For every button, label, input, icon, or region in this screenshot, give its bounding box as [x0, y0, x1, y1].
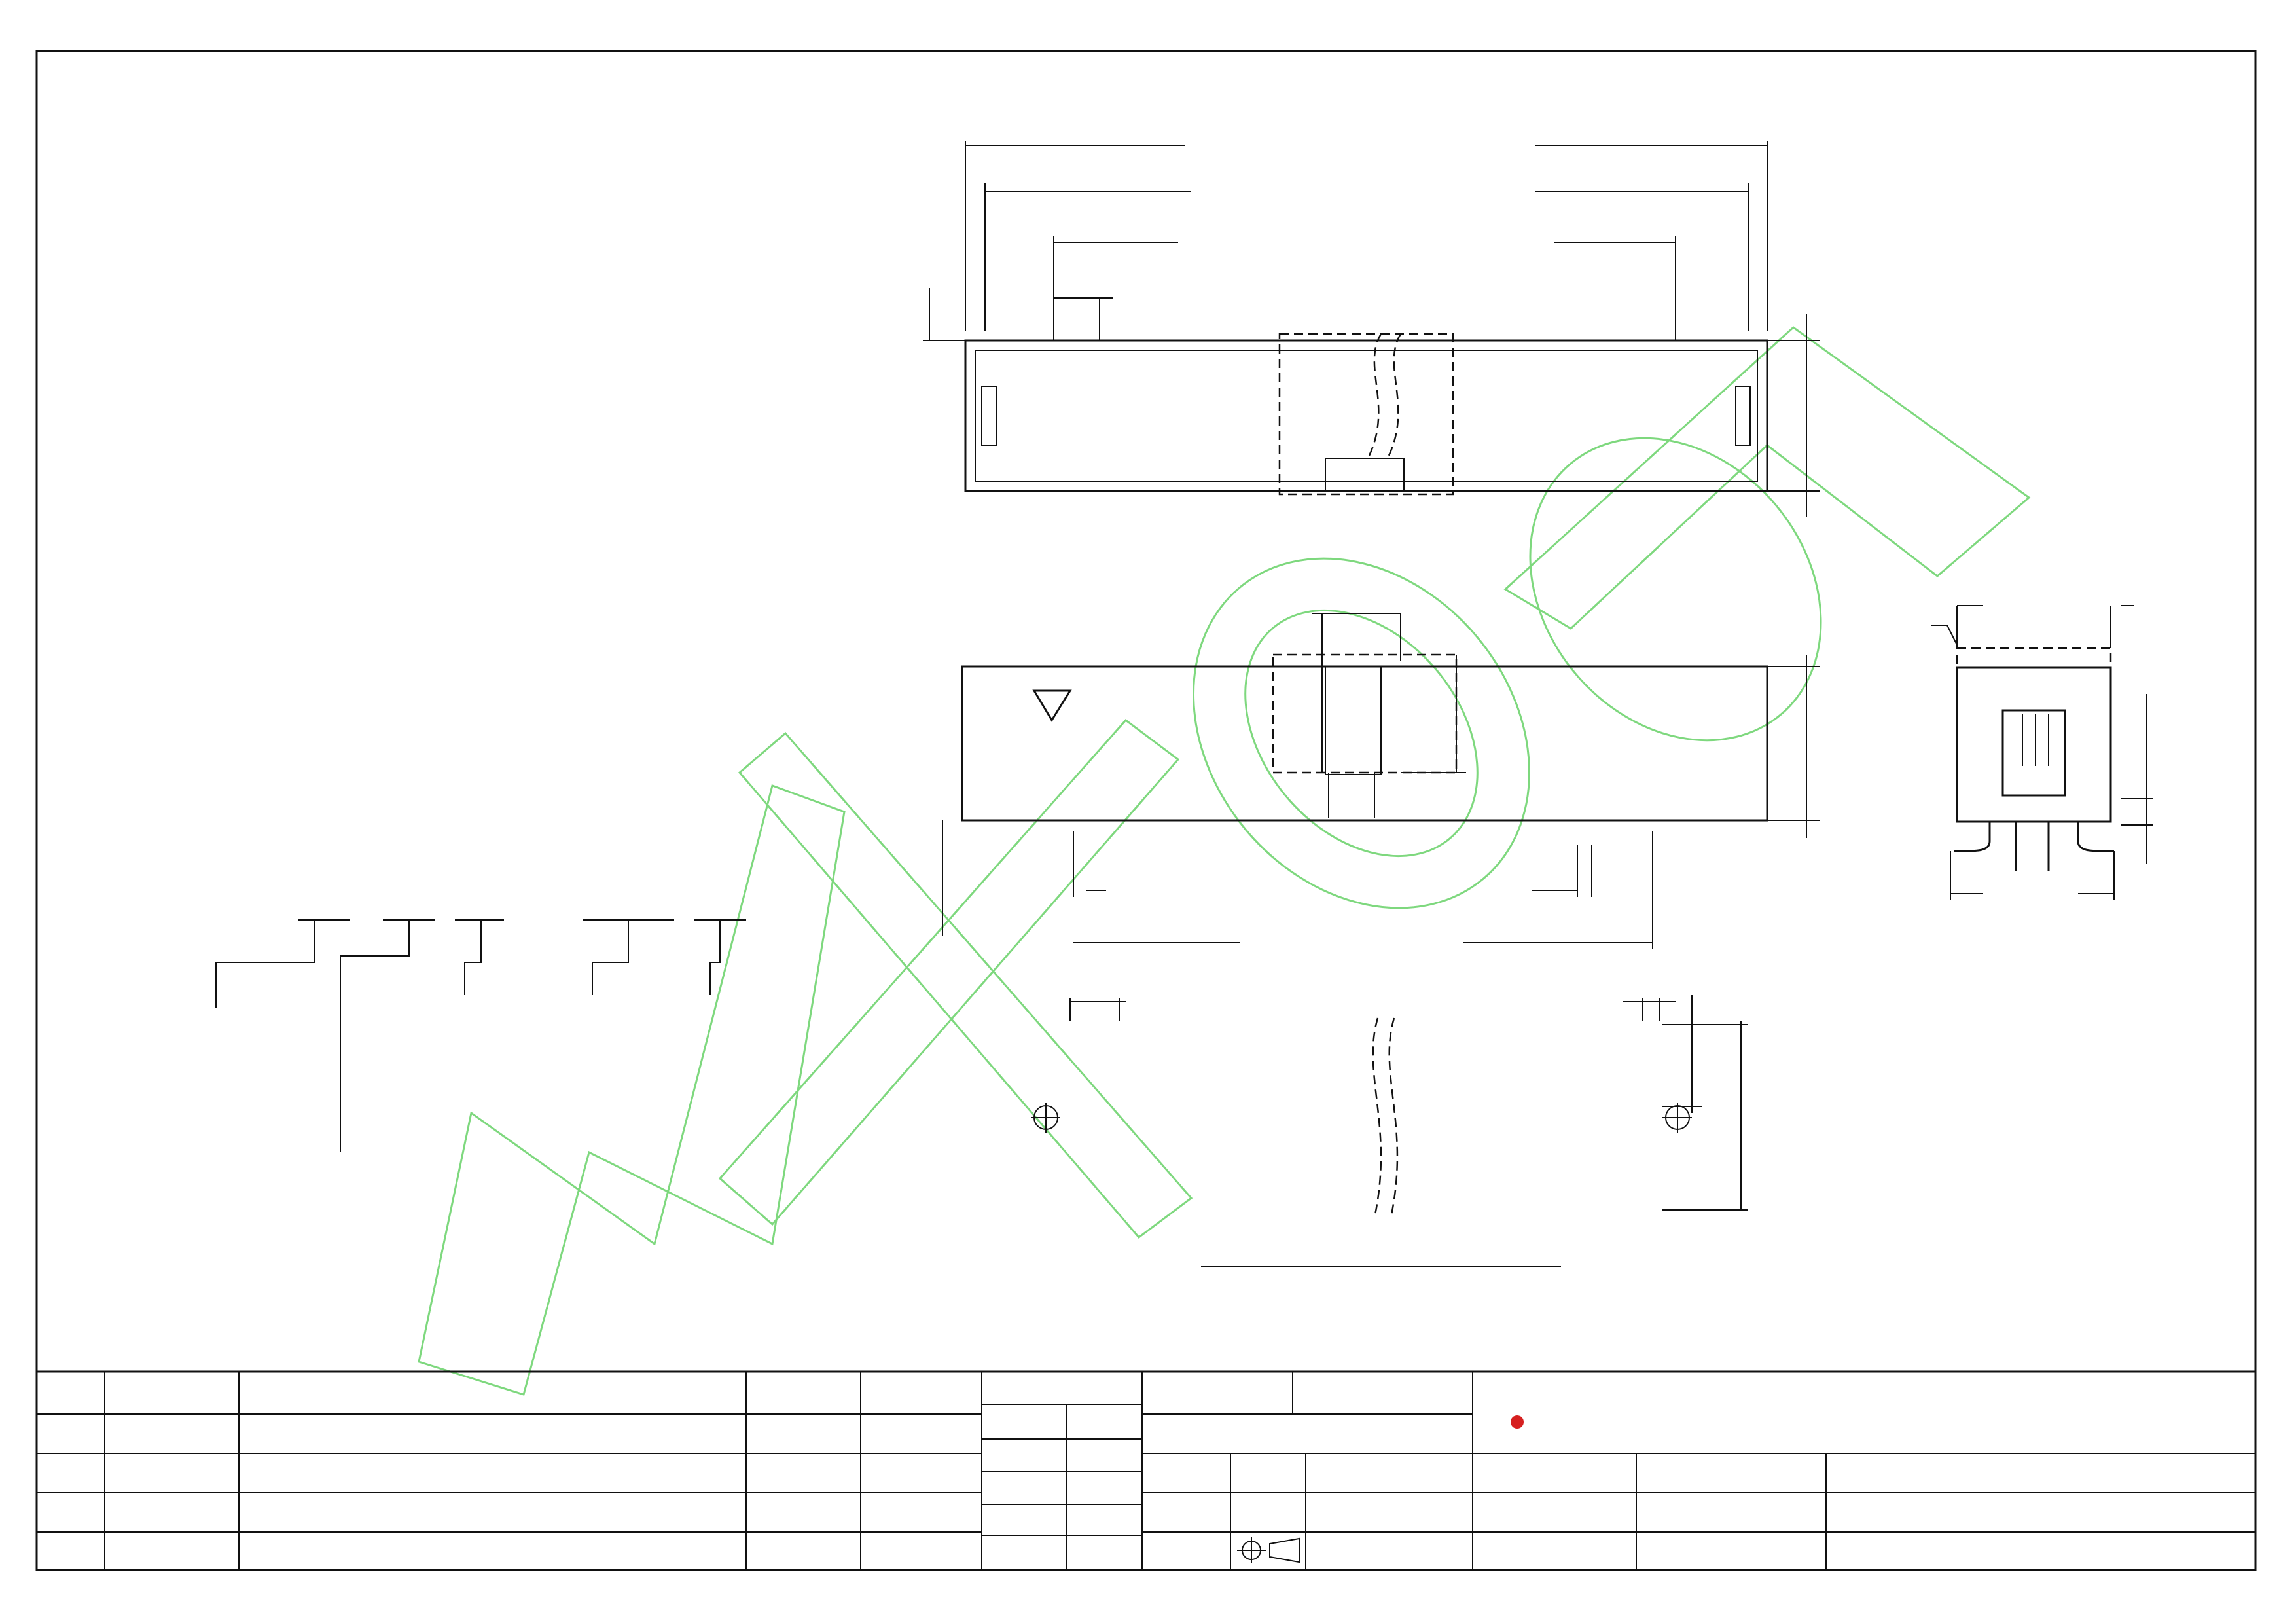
mxcon-watermark	[419, 327, 2029, 1395]
projection-symbol	[1237, 1537, 1299, 1563]
border-frame	[37, 51, 2255, 1570]
top-view	[923, 141, 1820, 517]
side-view	[1931, 606, 2153, 900]
front-view	[942, 613, 1820, 949]
title-block	[37, 1372, 2255, 1570]
mxcon-logo	[1511, 1415, 1524, 1429]
code-leader-lines	[216, 920, 746, 1152]
pcb-layout	[1031, 995, 1748, 1267]
logo-accent-icon	[1511, 1415, 1524, 1429]
pin1-triangle	[1034, 691, 1070, 720]
